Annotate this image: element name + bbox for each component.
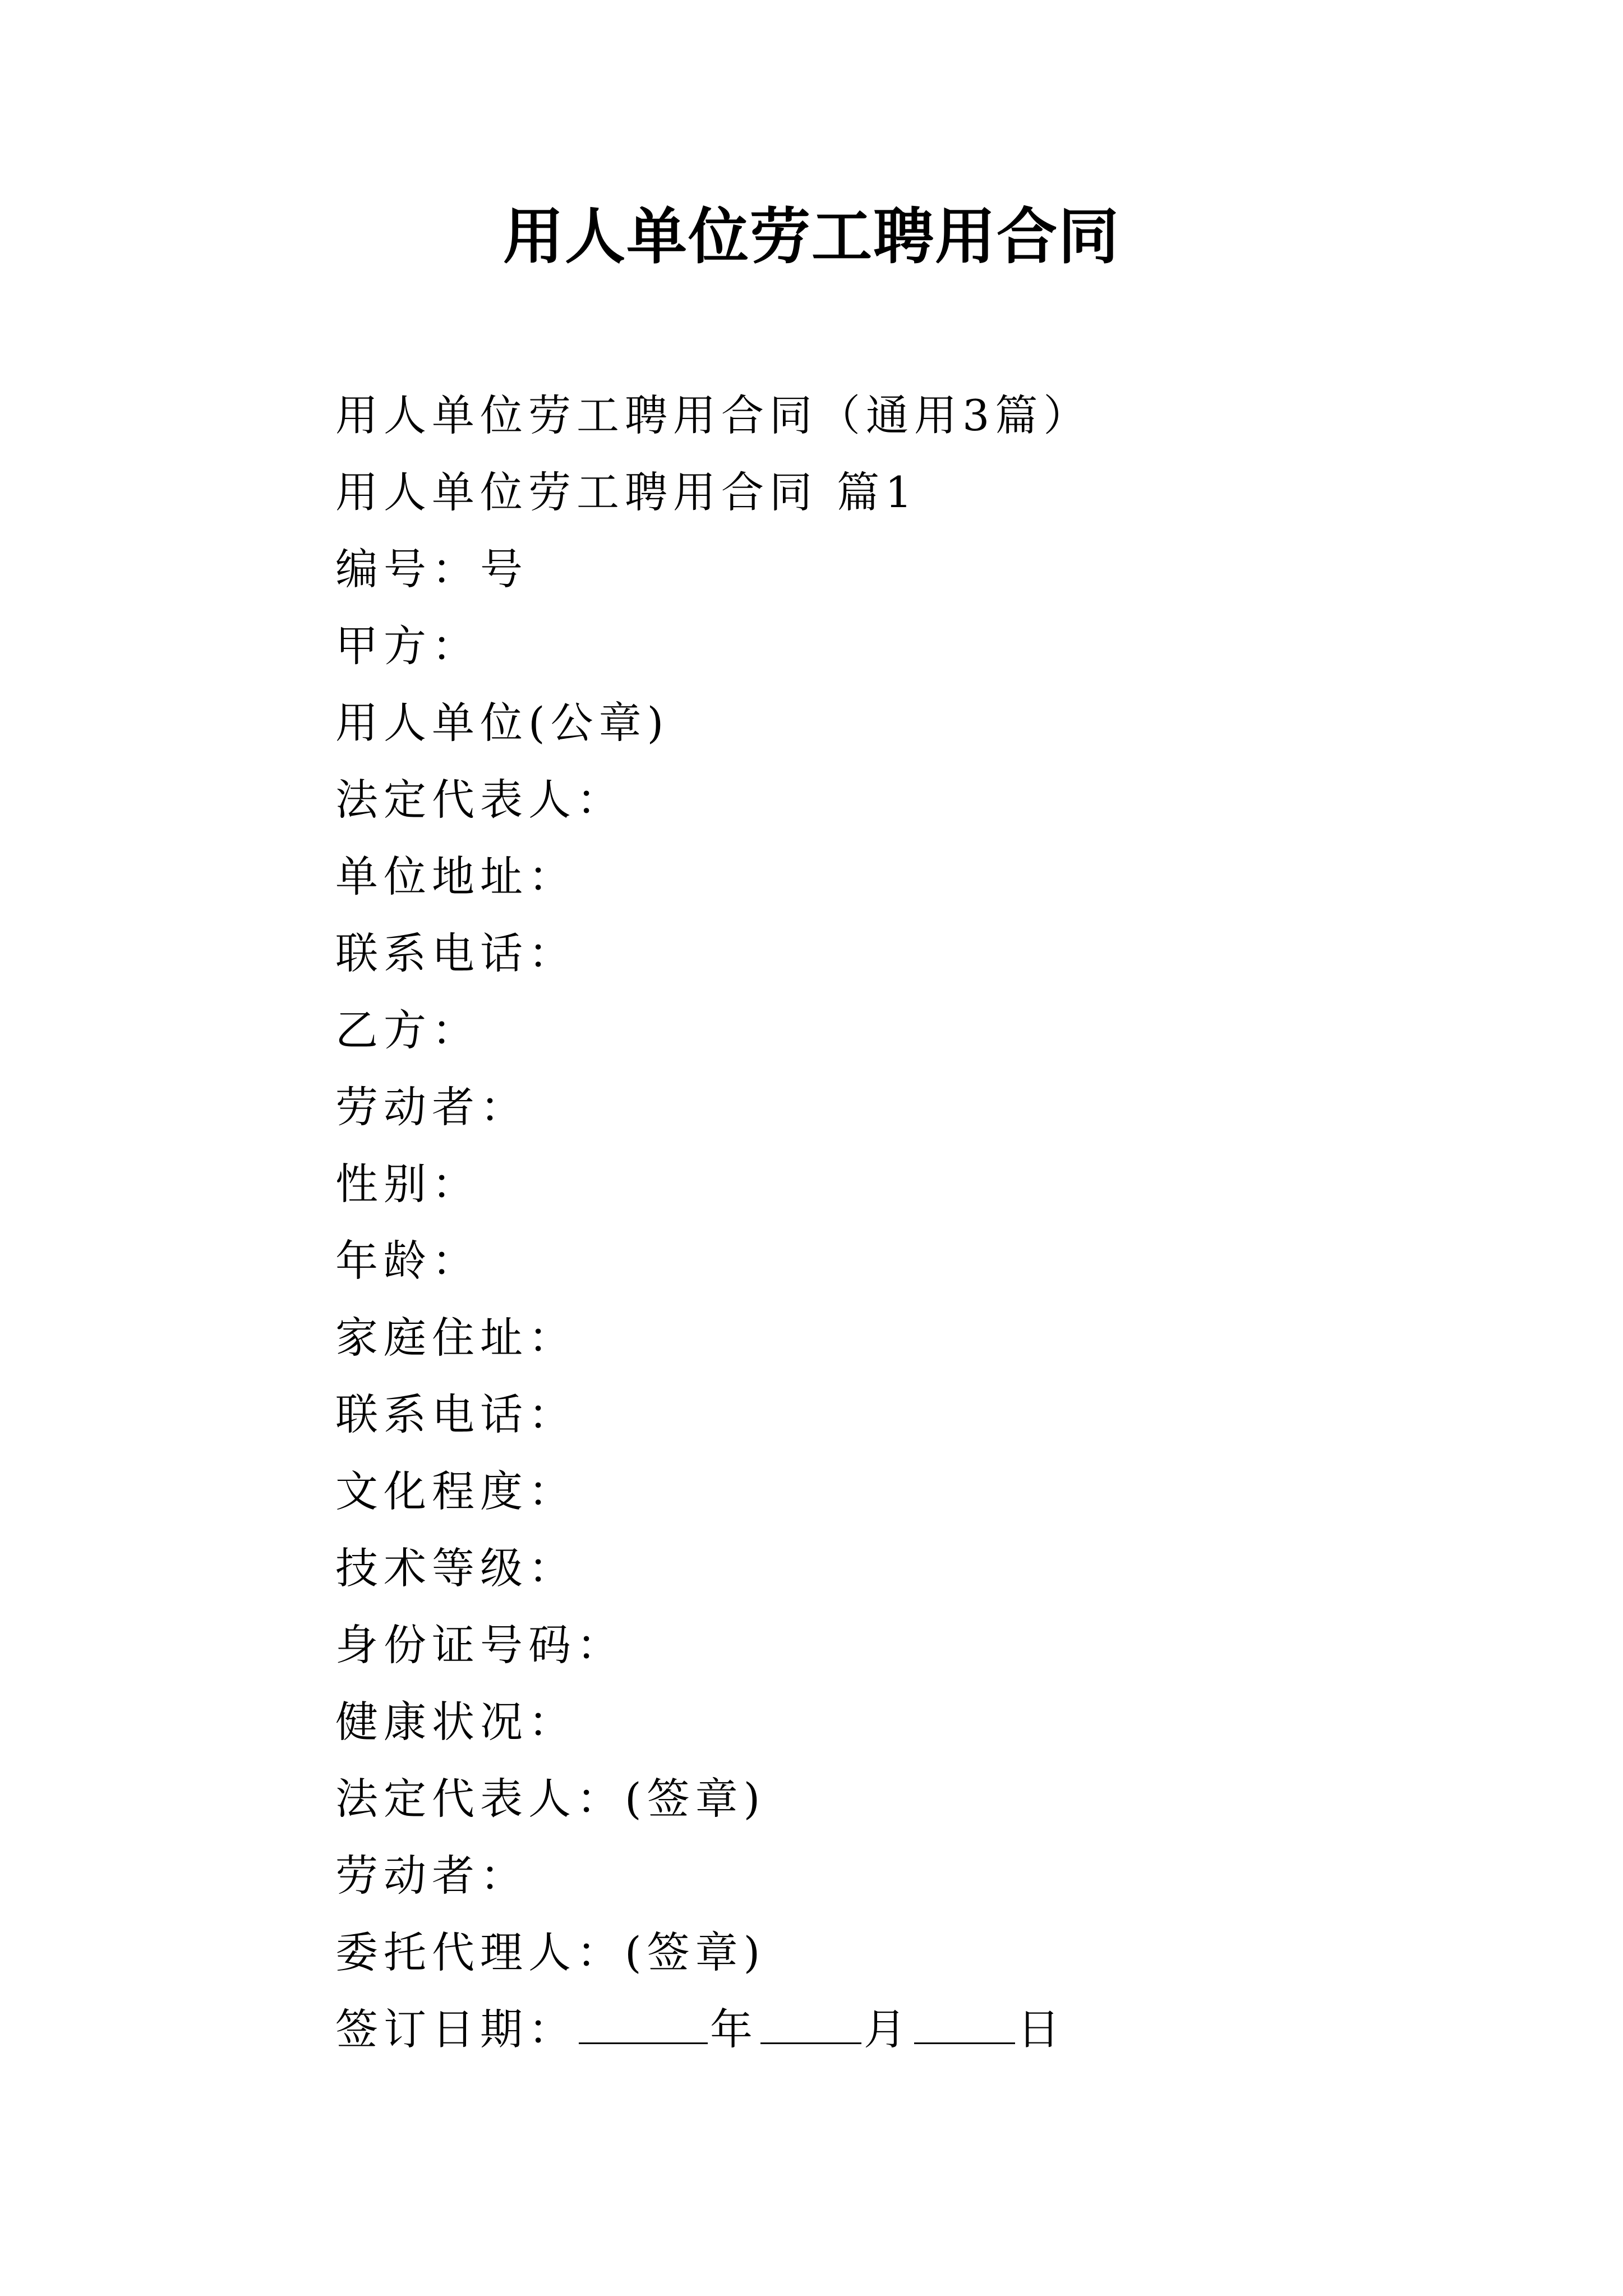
employer-address-field: 单位地址：: [335, 852, 577, 901]
employer-phone-field: 联系电话：: [335, 928, 577, 978]
worker-name-field: 劳动者：: [335, 1082, 528, 1132]
employer-seal-line: 用人单位(公章): [335, 698, 670, 748]
sign-date-label: 签订日期：: [335, 2004, 577, 2054]
legal-representative-field: 法定代表人：: [335, 775, 625, 825]
section-heading: 用人单位劳工聘用合同 篇1: [335, 467, 918, 517]
legal-representative-signature: 法定代表人：(签章): [335, 1774, 766, 1824]
party-b-heading: 乙方：: [335, 1005, 480, 1055]
gender-field: 性别：: [335, 1159, 480, 1209]
day-label: 日: [1017, 2004, 1066, 2054]
contract-number: 编号：号: [335, 544, 528, 594]
document-subtitle: 用人单位劳工聘用合同（通用3篇）: [335, 390, 1092, 440]
education-field: 文化程度：: [335, 1466, 577, 1516]
worker-phone-field: 联系电话：: [335, 1389, 577, 1439]
year-label: 年: [710, 2004, 758, 2054]
day-blank: [914, 2002, 1015, 2044]
sign-date-line: [335, 1991, 1513, 2068]
agent-signature: 委托代理人：(签章): [335, 1927, 766, 1977]
party-a-heading: 甲方：: [335, 621, 480, 671]
document-body: [335, 377, 1513, 2068]
health-status-field: 健康状况：: [335, 1697, 577, 1747]
month-label: 月: [864, 2004, 912, 2054]
id-number-field: 身份证号码：: [335, 1620, 625, 1670]
month-blank: [760, 2002, 861, 2044]
year-blank: [579, 2002, 708, 2044]
document-title: 用人单位劳工聘用合同: [502, 201, 1120, 272]
age-field: 年龄：: [335, 1236, 480, 1286]
worker-signature: 劳动者：: [335, 1851, 528, 1901]
home-address-field: 家庭住址：: [335, 1313, 577, 1363]
skill-level-field: 技术等级：: [335, 1543, 577, 1593]
